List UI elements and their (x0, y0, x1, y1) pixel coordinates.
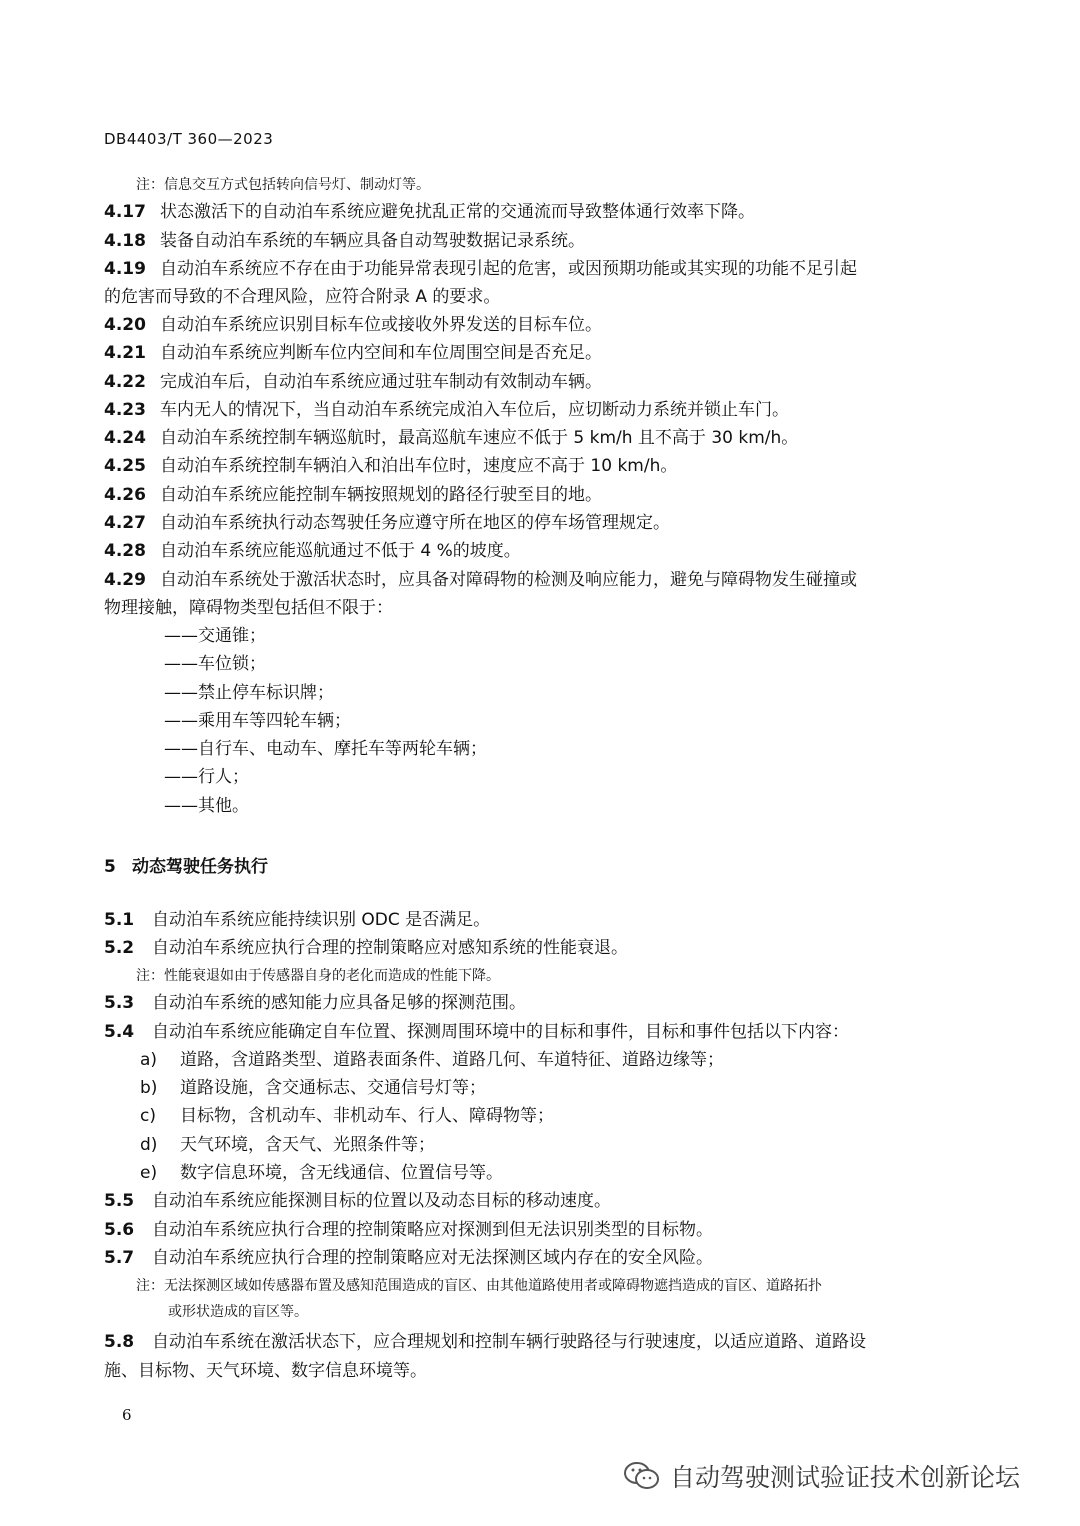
clause-number: 4.26 (104, 485, 146, 505)
clause-text: 完成泊车后，自动泊车系统应通过驻车制动有效制动车辆。 (160, 372, 602, 392)
note-5-2 (136, 966, 500, 986)
clause-5-7 (104, 1247, 713, 1269)
clause-4-20 (104, 314, 602, 336)
note-5-7 (136, 1276, 822, 1296)
clause-text: 自动泊车系统应能巡航通过不低于 4 %的坡度。 (160, 541, 521, 561)
clause-text: 状态激活下的自动泊车系统应避免扰乱正常的交通流而导致整体通行效率下降。 (160, 202, 755, 222)
item-marker: b) (140, 1078, 158, 1098)
clause-4-19 (104, 258, 857, 280)
list-item: ——行人； (164, 767, 249, 787)
item-text: 目标物，含机动车、非机动车、行人、障碍物等； (180, 1106, 554, 1126)
clause-text: 自动泊车系统的感知能力应具备足够的探测范围。 (152, 993, 526, 1013)
list-item (140, 1077, 486, 1099)
section-number: 5 (104, 857, 116, 877)
clause-text: 车内无人的情况下，当自动泊车系统完成泊入车位后，应切断动力系统并锁止车门。 (160, 400, 789, 420)
clause-text: 自动泊车系统应执行合理的控制策略应对探测到但无法识别类型的目标物。 (152, 1220, 713, 1240)
clause-text: 自动泊车系统应能探测目标的位置以及动态目标的移动速度。 (152, 1191, 611, 1211)
clause-5-6 (104, 1219, 713, 1241)
list-item (140, 1049, 724, 1071)
list-item: ——乘用车等四轮车辆； (164, 711, 351, 731)
clause-5-8 (104, 1331, 866, 1353)
note-4-16 (136, 175, 430, 195)
list-item: ——其他。 (164, 796, 249, 816)
clause-text: 自动泊车系统应能确定自车位置、探测周围环境中的目标和事件，目标和事件包括以下内容： (152, 1022, 849, 1042)
list-item (140, 1162, 503, 1184)
item-marker: d) (140, 1135, 158, 1155)
clause-text: 自动泊车系统应能控制车辆按照规划的路径行驶至目的地。 (160, 485, 602, 505)
wechat-icon (622, 1460, 662, 1492)
clause-4-27 (104, 512, 670, 534)
clause-text: 自动泊车系统应识别目标车位或接收外界发送的目标车位。 (160, 315, 602, 335)
note-5-7-continued: 或形状造成的盲区等。 (168, 1304, 308, 1320)
clause-text: 自动泊车系统控制车辆泊入和泊出车位时，速度应不高于 10 km/h。 (160, 456, 678, 476)
list-item: ——交通锥； (164, 626, 266, 646)
item-marker: c) (140, 1106, 156, 1126)
clause-4-17 (104, 201, 755, 223)
clause-4-25 (104, 455, 677, 477)
clause-5-4 (104, 1021, 849, 1043)
clause-text: 自动泊车系统应能持续识别 ODC 是否满足。 (152, 910, 491, 930)
clause-number: 4.18 (104, 231, 146, 251)
clause-4-22 (104, 371, 602, 393)
clause-5-2 (104, 937, 628, 959)
clause-number: 4.22 (104, 372, 146, 392)
clause-4-29 (104, 569, 857, 591)
clause-5-5 (104, 1190, 611, 1212)
note-label: 注： (136, 1278, 164, 1294)
clause-4-23 (104, 399, 789, 421)
clause-number: 4.20 (104, 315, 146, 335)
watermark (622, 1458, 1020, 1494)
clause-4-21 (104, 342, 602, 364)
list-item: ——车位锁； (164, 654, 266, 674)
clause-4-28 (104, 540, 521, 562)
item-text: 天气环境，含天气、光照条件等； (180, 1135, 435, 1155)
note-text: 性能衰退如由于传感器自身的老化而造成的性能下降。 (164, 968, 500, 984)
clause-number: 5.8 (104, 1332, 135, 1352)
list-item: ——禁止停车标识牌； (164, 683, 334, 703)
item-text: 数字信息环境，含无线通信、位置信号等。 (180, 1163, 503, 1183)
clause-number: 5.3 (104, 993, 135, 1013)
clause-number: 4.28 (104, 541, 146, 561)
clause-5-1 (104, 909, 490, 931)
item-marker: a) (140, 1050, 158, 1070)
clause-number: 5.6 (104, 1220, 135, 1240)
document-code: DB4403/T 360—2023 (104, 130, 274, 148)
clause-number: 4.17 (104, 202, 146, 222)
note-text: 信息交互方式包括转向信号灯、制动灯等。 (164, 177, 430, 193)
clause-number: 5.4 (104, 1022, 135, 1042)
clause-number: 5.1 (104, 910, 135, 930)
clause-text: 自动泊车系统处于激活状态时，应具备对障碍物的检测及响应能力，避免与障碍物发生碰撞或 (160, 570, 857, 590)
clause-4-19-continued: 的危害而导致的不合理风险，应符合附录 A 的要求。 (104, 287, 501, 307)
page-number: 6 (122, 1406, 132, 1424)
clause-number: 5.7 (104, 1248, 135, 1268)
clause-text: 自动泊车系统应判断车位内空间和车位周围空间是否充足。 (160, 343, 602, 363)
item-text: 道路设施，含交通标志、交通信号灯等； (180, 1078, 486, 1098)
clause-number: 4.25 (104, 456, 146, 476)
clause-text: 自动泊车系统执行动态驾驶任务应遵守所在地区的停车场管理规定。 (160, 513, 670, 533)
clause-5-8-continued: 施、目标物、天气环境、数字信息环境等。 (104, 1361, 427, 1381)
item-text: 道路，含道路类型、道路表面条件、道路几何、车道特征、道路边缘等； (180, 1050, 724, 1070)
clause-text: 自动泊车系统控制车辆巡航时，最高巡航车速应不低于 5 km/h 且不高于 30 km/h。 (160, 428, 799, 448)
clause-number: 5.2 (104, 938, 135, 958)
clause-number: 4.27 (104, 513, 146, 533)
clause-number: 4.19 (104, 259, 146, 279)
clause-4-24 (104, 427, 798, 449)
clause-number: 5.5 (104, 1191, 135, 1211)
clause-4-29-continued: 物理接触，障碍物类型包括但不限于： (104, 598, 393, 618)
list-item (140, 1134, 435, 1156)
list-item: ——自行车、电动车、摩托车等两轮车辆； (164, 739, 487, 759)
note-label: 注： (136, 177, 164, 193)
clause-number: 4.24 (104, 428, 146, 448)
section-title: 动态驾驶任务执行 (132, 857, 268, 877)
note-text: 无法探测区域如传感器布置及感知范围造成的盲区、由其他道路使用者或障碍物遮挡造成的盲区、道路拓扑 (164, 1278, 822, 1294)
list-item (140, 1105, 554, 1127)
clause-text: 自动泊车系统应执行合理的控制策略应对无法探测区域内存在的安全风险。 (152, 1248, 713, 1268)
clause-text: 自动泊车系统应执行合理的控制策略应对感知系统的性能衰退。 (152, 938, 628, 958)
clause-text: 自动泊车系统应不存在由于功能异常表现引起的危害，或因预期功能或其实现的功能不足引起 (160, 259, 857, 279)
item-marker: e) (140, 1163, 158, 1183)
section-5-heading (104, 852, 268, 877)
clause-text: 装备自动泊车系统的车辆应具备自动驾驶数据记录系统。 (160, 231, 585, 251)
clause-4-26 (104, 484, 602, 506)
clause-number: 4.21 (104, 343, 146, 363)
note-label: 注： (136, 968, 164, 984)
watermark-text: 自动驾驶测试验证技术创新论坛 (670, 1463, 1021, 1492)
clause-number: 4.29 (104, 570, 146, 590)
clause-4-18 (104, 230, 585, 252)
clause-text: 自动泊车系统在激活状态下，应合理规划和控制车辆行驶路径与行驶速度，以适应道路、道路设 (152, 1332, 866, 1352)
clause-5-3 (104, 992, 526, 1014)
clause-number: 4.23 (104, 400, 146, 420)
